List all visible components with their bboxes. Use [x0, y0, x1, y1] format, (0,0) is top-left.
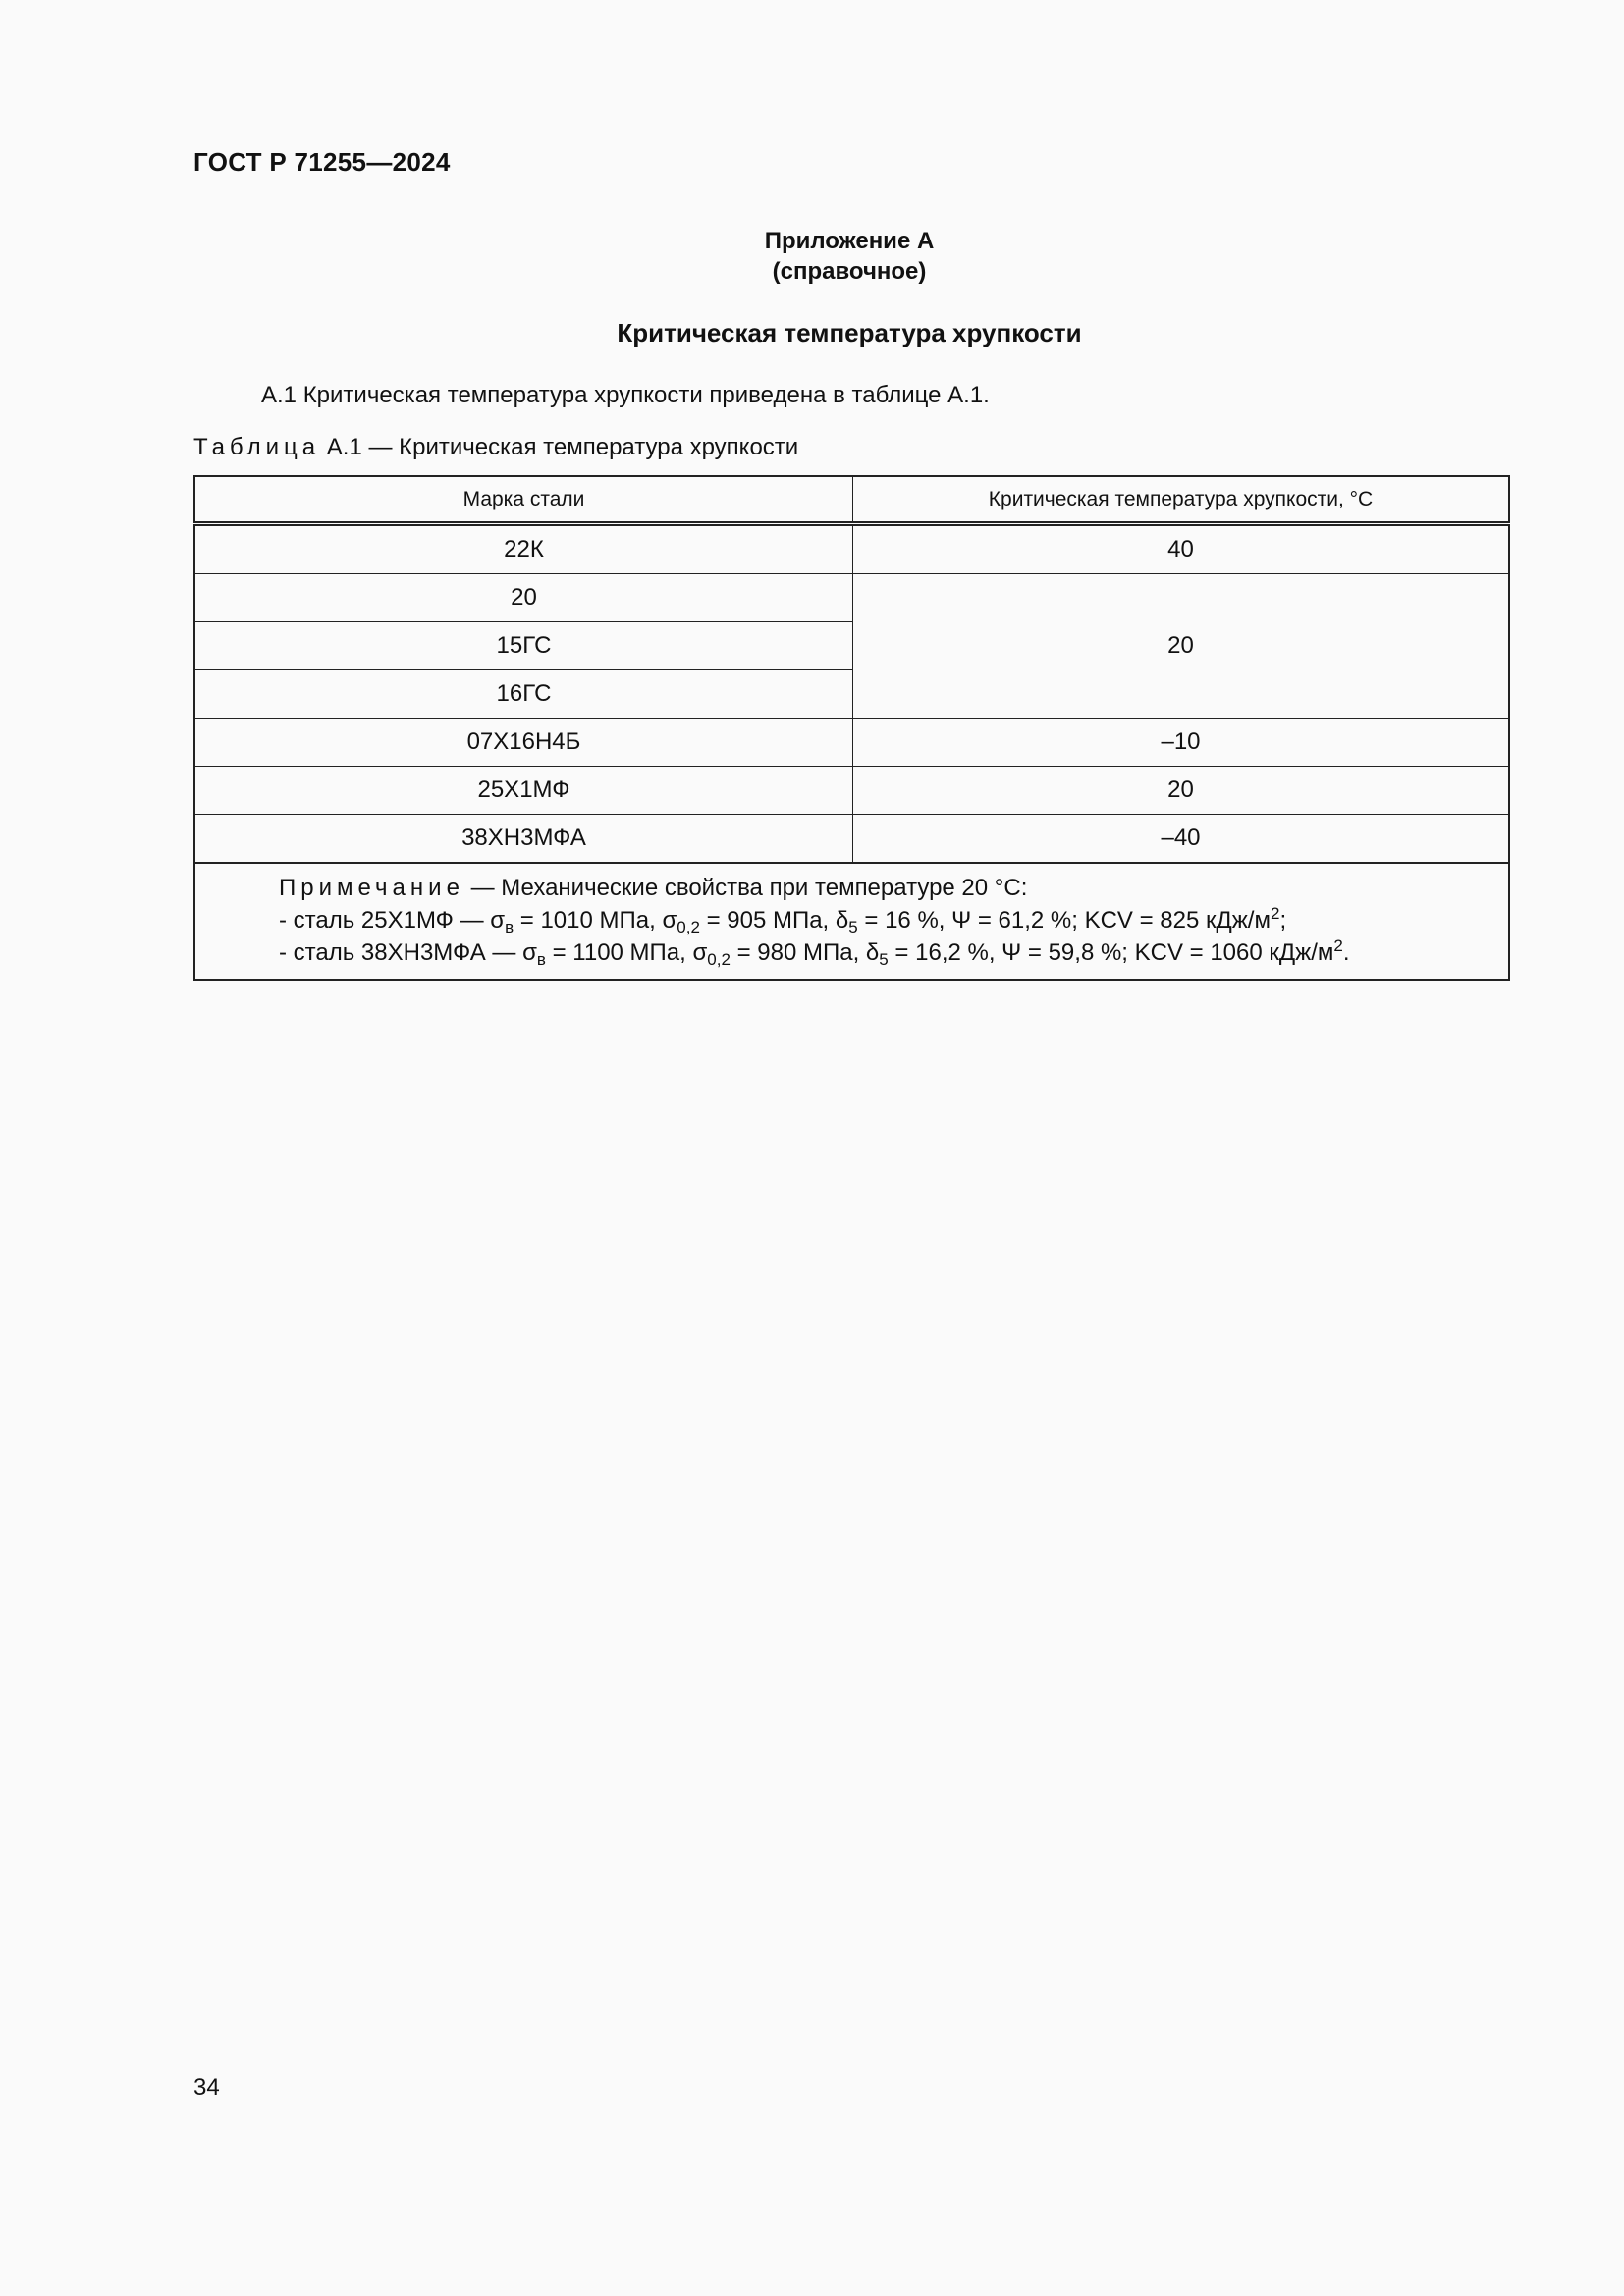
- note-text: - сталь 38ХН3МФА — σ: [279, 939, 537, 966]
- subscript: 0,2: [677, 918, 700, 936]
- subscript: 0,2: [707, 950, 731, 969]
- steel-grade-cell: 20: [194, 574, 853, 622]
- note-text: = 1100 МПа, σ: [545, 939, 708, 966]
- note-text: = 16 %, Ψ = 61,2 %; KCV = 825 кДж/м: [857, 907, 1271, 934]
- subscript: в: [536, 950, 546, 969]
- note-text: = 905 МПа, δ: [699, 907, 849, 934]
- note-text: ;: [1279, 907, 1287, 934]
- temp-cell-merged: 20: [853, 574, 1510, 719]
- note-line-2: [279, 936, 1508, 969]
- table-row: [194, 524, 1509, 574]
- annex-title: Критическая температура хрупкости: [617, 318, 1082, 347]
- note-text: = 16,2 %, Ψ = 59,8 %; KCV = 1060 кДж/м: [888, 939, 1334, 966]
- table-caption-text: А.1 — Критическая температура хрупкости: [320, 434, 799, 460]
- annex-type: (справочное): [772, 258, 927, 285]
- subscript: в: [505, 918, 514, 936]
- header-steel-grade: Марка стали: [194, 476, 853, 524]
- table-caption: [193, 434, 798, 461]
- annex-label: Приложение А: [764, 228, 935, 254]
- note-intro-text: — Механические свойства при температуре 20 °С:: [463, 875, 1028, 901]
- brittleness-table: [193, 475, 1510, 981]
- steel-grade-cell: 25Х1МФ: [194, 767, 853, 815]
- temp-cell: 20: [853, 767, 1510, 815]
- table-row: [194, 815, 1509, 864]
- table-caption-word: Таблица: [193, 434, 321, 460]
- document-code: ГОСТ Р 71255—2024: [193, 147, 451, 177]
- table-note: [194, 863, 1509, 980]
- note-intro: [279, 872, 1508, 904]
- table-header-row: [194, 476, 1509, 524]
- note-text: = 980 МПа, δ: [730, 939, 880, 966]
- table-row: [194, 719, 1509, 767]
- steel-grade-cell: 07Х16Н4Б: [194, 719, 853, 767]
- note-label: Примечание: [279, 875, 464, 901]
- page-number: 34: [193, 2074, 220, 2101]
- superscript: 2: [1333, 936, 1343, 955]
- note-text: .: [1342, 939, 1350, 966]
- steel-grade-cell: 38ХН3МФА: [194, 815, 853, 864]
- superscript: 2: [1270, 904, 1280, 923]
- steel-grade-cell: 16ГС: [194, 670, 853, 719]
- table-note-row: [194, 863, 1509, 980]
- temp-cell: 40: [853, 524, 1510, 574]
- temp-cell: –10: [853, 719, 1510, 767]
- table-row: [194, 574, 1509, 622]
- note-text: = 1010 МПа, σ: [514, 907, 677, 934]
- temp-cell: –40: [853, 815, 1510, 864]
- note-text: - сталь 25Х1МФ — σ: [279, 907, 506, 934]
- subscript: 5: [879, 950, 889, 969]
- table-row: [194, 767, 1509, 815]
- steel-grade-cell: 15ГС: [194, 622, 853, 670]
- intro-paragraph: А.1 Критическая температура хрупкости приведена в таблице А.1.: [261, 382, 990, 408]
- note-line-1: [279, 904, 1508, 936]
- annex-heading: [0, 226, 1624, 287]
- header-critical-temp: Критическая температура хрупкости, °С: [853, 476, 1510, 524]
- subscript: 5: [848, 918, 858, 936]
- steel-grade-cell: 22К: [194, 524, 853, 574]
